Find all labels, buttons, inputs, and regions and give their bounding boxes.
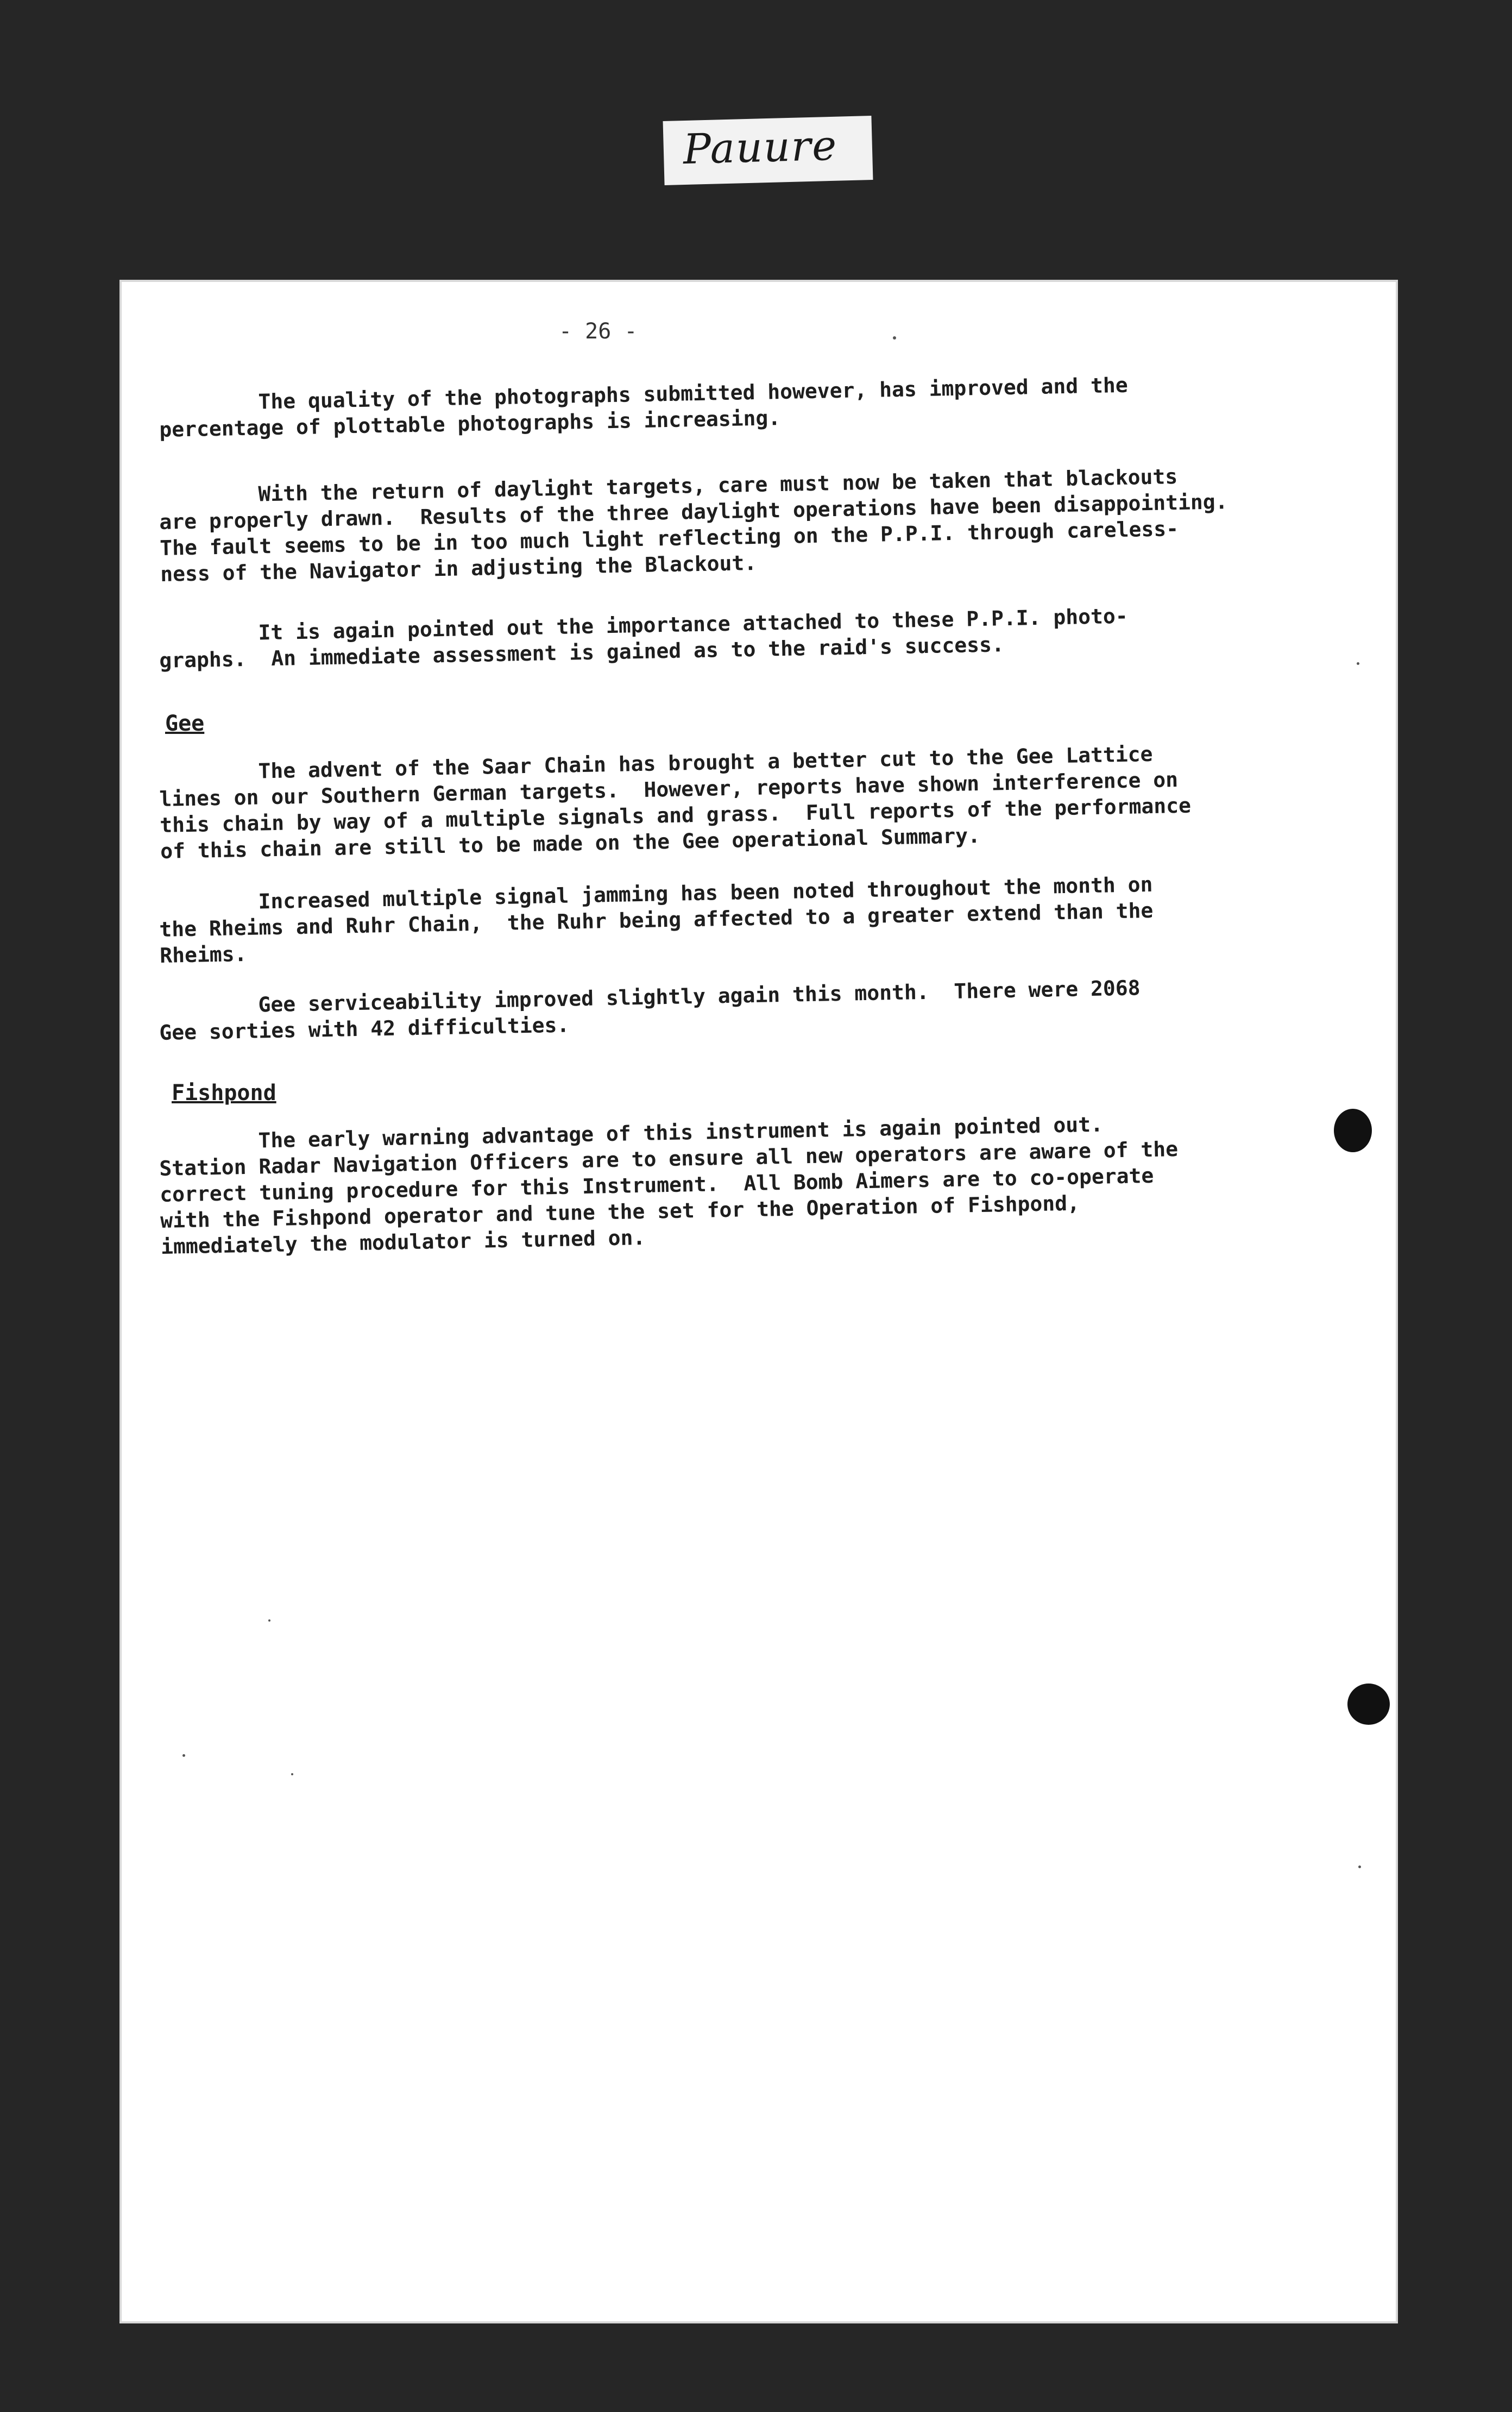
handwritten-label: Pauure: [682, 121, 839, 174]
paragraph-ppi-importance: It is again pointed out the importance attached to these P.P.I. photo- graphs. An immediate assessment is gained as to the raid's success.: [159, 604, 1129, 673]
punch-hole-lower: [1347, 1684, 1390, 1725]
paragraph-fishpond-warning: The early warning advantage of this instrument is again pointed out. Station Radar Navigation Officers are to ensure all new operators are aware of the correct tuning procedure for this Instrument. All Bomb Aimers are to co-operate with the Fishpond operator and tune the set for the Operation of Fishpond, immediately the modulator is turned on.: [159, 1112, 1179, 1259]
paragraph-saar-chain: The advent of the Saar Chain has brought a better cut to the Gee Lattice lines on our Southern German targets. However, reports have shown interference on this chain by way of a multiple signals and grass. Full reports of the performance of this chain are still to be made on the Gee operational Summary.: [159, 742, 1192, 863]
speck: [1357, 662, 1359, 665]
speck: [893, 336, 896, 340]
handwritten-label-slip: [663, 116, 873, 185]
document-page: [119, 280, 1398, 2323]
page-number: - 26 -: [559, 319, 638, 344]
paragraph-multiple-signal-jamming: Increased multiple signal jamming has been noted throughout the month on the Rheims and Ruhr Chain, the Ruhr being affected to a greater extend than the Rheims.: [159, 872, 1154, 968]
speck: [268, 1619, 270, 1622]
punch-hole-upper: [1334, 1109, 1372, 1152]
speck: [182, 1754, 185, 1757]
section-heading-fishpond: Fishpond: [172, 1081, 276, 1106]
paragraph-daylight-targets: With the return of daylight targets, care must now be taken that blackouts are properly drawn. Results of the three daylight operations have been disappointing. The fault seems to be in too much light reflecting on the P.P.I. through careless- ness of the Navigator in adjusting the Blackout.: [159, 464, 1228, 586]
section-heading-gee: Gee: [165, 711, 205, 736]
paragraph-photographs-quality: The quality of the photographs submitted however, has improved and the percentage of plottable photographs is increasing.: [159, 373, 1129, 442]
paragraph-gee-serviceability: Gee serviceability improved slightly again this month. There were 2068 Gee sorties with 42 difficulties.: [159, 976, 1141, 1045]
speck: [1358, 1865, 1361, 1868]
speck: [291, 1773, 293, 1775]
